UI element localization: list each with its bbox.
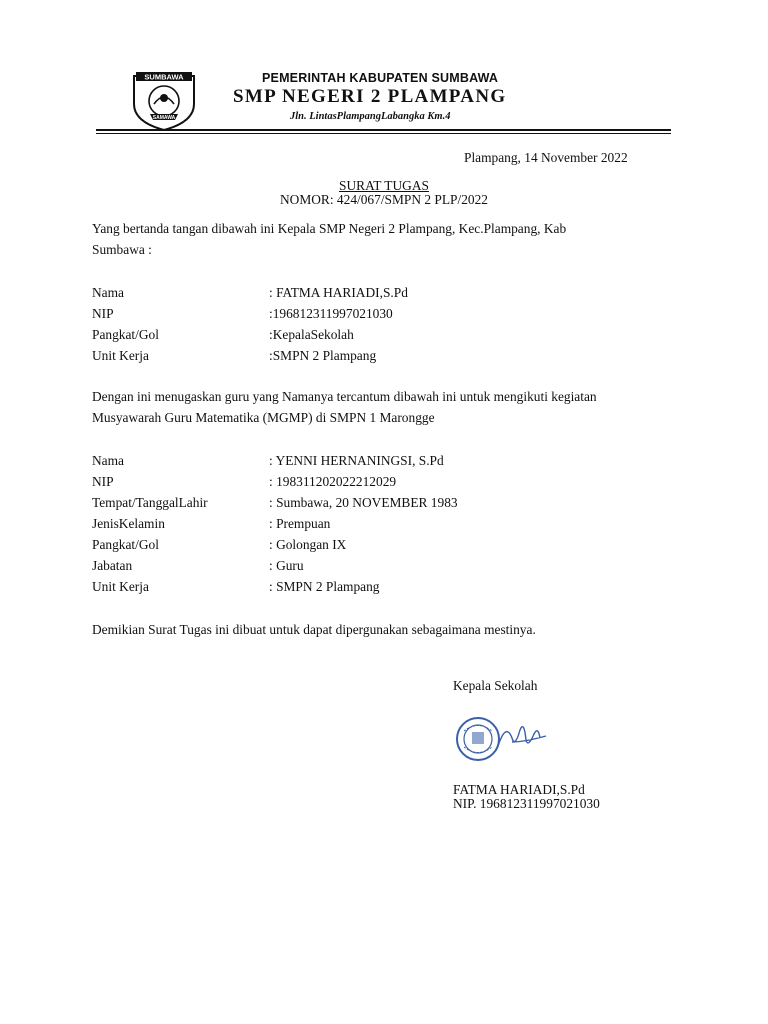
logo-banner-top: SUMBAWA [144, 72, 184, 82]
government-title: PEMERINTAH KABUPATEN SUMBAWA [262, 71, 499, 85]
teacher-label-unit: Unit Kerja [92, 579, 149, 594]
teacher-value-position: : Guru [269, 558, 304, 573]
signer-value-unit: :SMPN 2 Plampang [269, 348, 377, 363]
signature-position: Kepala Sekolah [453, 678, 538, 693]
school-address: Jln. LintasPlampangLabangka Km.4 [290, 111, 451, 122]
letterhead-rule-thin [96, 133, 671, 134]
signer-nip: NIP. 196812311997021030 [453, 796, 600, 811]
signer-label-unit: Unit Kerja [92, 348, 149, 363]
regency-logo [128, 70, 200, 132]
intro-line-2: Sumbawa : [92, 242, 152, 257]
teacher-label-birth: Tempat/TanggalLahir [92, 495, 208, 510]
logo-banner-bottom: SAMAWA [152, 115, 176, 121]
teacher-value-nip: : 198311202022212029 [269, 474, 397, 489]
teacher-label-gender: JenisKelamin [92, 516, 165, 531]
school-stamp-signature [454, 716, 552, 762]
signer-value-nip: :196812311997021030 [269, 306, 393, 321]
assign-line-2: Musyawarah Guru Matematika (MGMP) di SMPN 1 Marongge [92, 410, 435, 425]
intro-line-1: Yang bertanda tangan dibawah ini Kepala SMP Negeri 2 Plampang, Kec.Plampang, Kab [92, 221, 567, 236]
letter-title: SURAT TUGAS [339, 178, 429, 193]
teacher-value-name: : YENNI HERNANINGSI, S.Pd [269, 453, 444, 468]
teacher-value-unit: : SMPN 2 Plampang [269, 579, 380, 594]
school-name: SMP NEGERI 2 PLAMPANG [233, 86, 507, 107]
signer-label-rank: Pangkat/Gol [92, 327, 159, 342]
signer-value-name: : FATMA HARIADI,S.Pd [269, 285, 408, 300]
teacher-value-gender: : Prempuan [269, 516, 331, 531]
teacher-label-nip: NIP [92, 474, 114, 489]
signer-label-name: Nama [92, 285, 124, 300]
place-date: Plampang, 14 November 2022 [464, 150, 628, 165]
signer-value-rank: :KepalaSekolah [269, 327, 354, 342]
signer-name: FATMA HARIADI,S.Pd [453, 782, 585, 797]
closing-text: Demikian Surat Tugas ini dibuat untuk dapat dipergunakan sebagaimana mestinya. [92, 622, 536, 637]
letterhead-rule [96, 129, 671, 131]
letter-number: NOMOR: 424/067/SMPN 2 PLP/2022 [280, 192, 488, 207]
teacher-label-name: Nama [92, 453, 124, 468]
signer-label-nip: NIP [92, 306, 114, 321]
assign-line-1: Dengan ini menugaskan guru yang Namanya tercantum dibawah ini untuk mengikuti kegiatan [92, 389, 597, 404]
teacher-label-rank: Pangkat/Gol [92, 537, 159, 552]
teacher-label-position: Jabatan [92, 558, 133, 573]
teacher-value-birth: : Sumbawa, 20 NOVEMBER 1983 [269, 495, 458, 510]
teacher-value-rank: : Golongan IX [269, 537, 347, 552]
